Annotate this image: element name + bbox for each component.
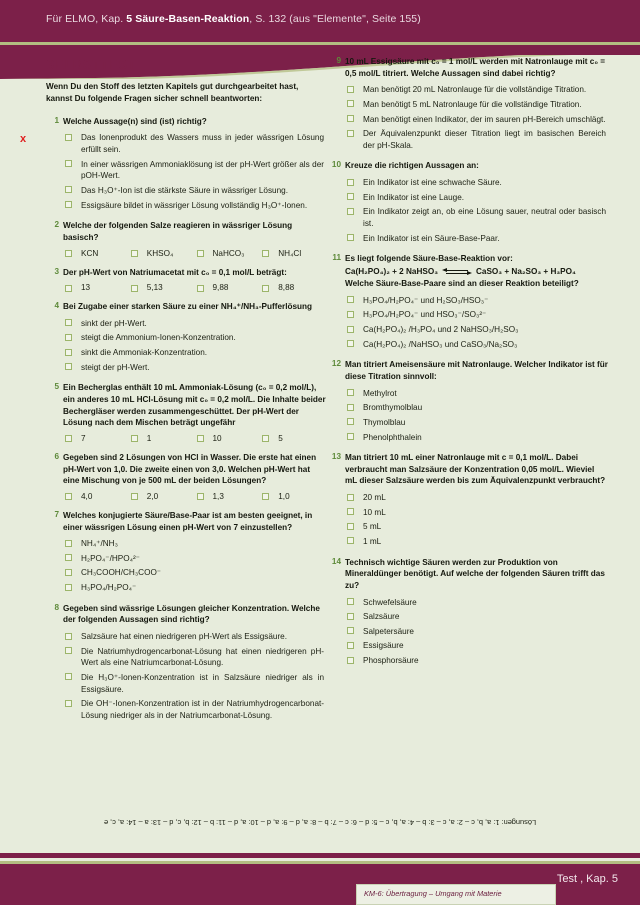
- question-number: 2: [54, 220, 59, 230]
- question-item: [328, 557, 608, 667]
- answer-option[interactable]: [260, 283, 326, 292]
- question-text: Welche der folgenden Salze reagieren in wässriger Lösung basisch?: [63, 221, 293, 242]
- checkbox-icon[interactable]: [347, 234, 354, 241]
- equation-reactants: Ca(H₂PO₄)₂ + 2 NaHSO₃: [345, 266, 438, 276]
- reaction-equation: [345, 265, 608, 278]
- answer-option-label: Ein Indikator zeigt an, ob eine Lösung sauer, neutral oder basisch ist.: [363, 207, 606, 229]
- answer-option[interactable]: [63, 200, 326, 212]
- checkbox-icon[interactable]: [65, 435, 72, 442]
- answer-option[interactable]: [345, 507, 608, 519]
- answer-option-label: 5: [278, 433, 283, 443]
- checkbox-icon[interactable]: [347, 433, 354, 440]
- answer-option[interactable]: [345, 99, 608, 111]
- answer-option-label: Salzsäure: [363, 612, 400, 622]
- answer-option-label: Ein Indikator ist eine schwache Säure.: [363, 178, 502, 188]
- question-item: [46, 301, 326, 373]
- answer-option-label: sinkt der pH-Wert.: [81, 318, 147, 328]
- checkbox-icon[interactable]: [347, 508, 354, 515]
- question-number: 10: [331, 160, 341, 170]
- question-text: Ein Becherglas enthält 10 mL Ammoniak-Lösung (c₀ = 0,2 mol/L), ein anderes 10 mL HCl-Lösung mit c₀ = 0,2 mol/L. Die Inhalte beider Bechergläser werden zusammengeschüttet. Der pH-Wert der Lösung nach dem Mischen beträgt ungefähr: [63, 383, 326, 428]
- answer-option-list: [63, 318, 326, 374]
- answer-option[interactable]: [63, 567, 326, 579]
- answer-option[interactable]: [345, 233, 608, 245]
- answer-option[interactable]: [345, 192, 608, 204]
- header-lower-band: [0, 45, 640, 55]
- answer-option-label: Ca(H₂PO₄)₂ /NaHSO₃ und CaSO₃/Na₂SO₃: [363, 339, 518, 349]
- checkbox-icon[interactable]: [347, 100, 354, 107]
- checkbox-icon[interactable]: [347, 404, 354, 411]
- answer-option-label: Schwefelsäure: [363, 597, 417, 607]
- answer-option[interactable]: [129, 283, 195, 292]
- answer-option[interactable]: [345, 611, 608, 623]
- answer-option-label: 1,0: [278, 491, 290, 501]
- answer-option[interactable]: [63, 553, 326, 565]
- answer-option-label: Methylrot: [363, 388, 397, 398]
- checkbox-icon[interactable]: [65, 186, 72, 193]
- answer-option-label: Ca(H₂PO₄)₂ /H₃PO₄ und 2 NaHSO₃/H₂SO₃: [363, 325, 519, 335]
- answer-option-label: H₃PO₄/H₂PO₄⁻: [81, 583, 137, 593]
- answer-option[interactable]: [63, 159, 326, 182]
- question-number: 5: [54, 382, 59, 392]
- answer-option[interactable]: [63, 672, 326, 695]
- answer-option-label: 8,88: [278, 283, 295, 293]
- page-header: [0, 0, 640, 42]
- answer-option-label: Phenolphthalein: [363, 432, 422, 442]
- checkbox-icon[interactable]: [347, 523, 354, 530]
- answer-option[interactable]: [345, 417, 608, 429]
- checkbox-icon[interactable]: [65, 201, 72, 208]
- answer-option-label: 2,0: [146, 491, 159, 501]
- answer-option-label: Die OH⁻-Ionen-Konzentration ist in der Natriumhydrogencarbonat-Lösung niedriger als in der Natriumcarbonat-Lösung.: [81, 699, 324, 720]
- checkbox-icon[interactable]: [65, 584, 72, 591]
- answer-option-label: sinkt die Ammoniak-Konzentration.: [81, 348, 208, 358]
- question-item: [46, 603, 326, 722]
- answer-option-label: Das Ionenprodukt des Wassers muss in jeder wässrigen Lösung erfüllt sein.: [81, 133, 324, 155]
- answer-option-label: Die H₃O⁺-Ionen-Konzentration ist in Salzsäure niedriger als in Essigsäure.: [81, 672, 324, 694]
- checkbox-icon[interactable]: [347, 340, 354, 347]
- equilibrium-arrow-icon: [442, 268, 472, 275]
- answer-option[interactable]: [63, 283, 129, 292]
- answer-option-row: [63, 434, 326, 443]
- question-item: [46, 267, 326, 293]
- page-title: SELBSTTEST: [46, 58, 137, 72]
- checkbox-icon[interactable]: [65, 319, 72, 326]
- answer-option-list: [345, 492, 608, 548]
- answer-option-label: KHSO₄: [146, 248, 174, 258]
- answer-option[interactable]: [63, 582, 326, 594]
- answer-option-label: NH₄⁺/NH₃: [81, 539, 118, 549]
- answer-option-label: Der Äquivalenzpunkt dieser Titration liegt im basischen Bereich der pH-Skala.: [363, 129, 606, 150]
- header-title-chapter: 5 Säure-Basen-Reaktion: [126, 13, 250, 25]
- right-question-list: [328, 56, 608, 667]
- question-text-secondary: Welche Säure-Base-Paare sind an dieser Reaktion beteiligt?: [345, 279, 579, 289]
- answer-option[interactable]: [63, 646, 326, 669]
- checkbox-icon[interactable]: [65, 647, 72, 654]
- checkbox-icon[interactable]: [65, 349, 72, 356]
- answer-option-label: KCN: [81, 248, 99, 258]
- question-text: Man titriert Ameisensäure mit Natronlauge. Welcher Indikator ist für diese Titration sinnvoll:: [345, 360, 608, 381]
- answer-option-list: [345, 177, 608, 244]
- answer-option-list: [345, 597, 608, 667]
- question-text: Kreuze die richtigen Aussagen an:: [345, 161, 479, 171]
- checkbox-icon[interactable]: [262, 285, 269, 292]
- answer-option-label: Ein Indikator ist ein Säure-Base-Paar.: [363, 233, 500, 243]
- question-item: [328, 160, 608, 244]
- question-text: Man titriert 10 mL einer Natronlauge mit c = 0,1 mol/L. Dabei verbraucht man Salzsäure der Konzentration 0,05 mol/L. Wieviel mL dieser Salzsäure werden bis zum Äquivalenzpunkt verbraucht?: [345, 453, 606, 486]
- footer-label: Test , Kap. 5: [556, 873, 618, 885]
- question-item: [46, 382, 326, 443]
- checkbox-icon[interactable]: [347, 296, 354, 303]
- checkbox-icon[interactable]: [197, 250, 204, 257]
- answer-option-row: [63, 492, 326, 501]
- answer-option-label: steigt der pH-Wert.: [81, 362, 150, 372]
- answer-option[interactable]: [345, 177, 608, 189]
- answer-option-label: 10: [212, 433, 222, 443]
- answer-option[interactable]: [195, 249, 261, 258]
- answer-option[interactable]: [345, 521, 608, 533]
- footer-info-box-text: KM-6: Übertragung – Umgang mit Materie: [364, 889, 502, 898]
- checkbox-icon[interactable]: [347, 598, 354, 605]
- checkbox-icon[interactable]: [65, 334, 72, 341]
- answer-option-label: Bromthymolblau: [363, 403, 423, 413]
- checkbox-icon[interactable]: [347, 311, 354, 318]
- answer-option-row: [63, 283, 326, 292]
- checkbox-icon[interactable]: [65, 540, 72, 547]
- answer-option[interactable]: [345, 309, 608, 321]
- question-text: Welche Aussage(n) sind (ist) richtig?: [63, 116, 207, 126]
- answer-option[interactable]: [260, 249, 326, 258]
- answer-option[interactable]: [345, 295, 608, 307]
- question-number: 12: [331, 359, 341, 369]
- checkbox-icon[interactable]: [347, 627, 354, 634]
- answer-option[interactable]: [260, 434, 326, 443]
- question-number: 9: [336, 56, 341, 65]
- answer-option[interactable]: [345, 206, 608, 229]
- answer-option[interactable]: [345, 597, 608, 609]
- question-item: [46, 510, 326, 594]
- question-number: 7: [54, 509, 59, 519]
- answer-option[interactable]: [63, 347, 326, 359]
- answer-option-label: Thymolblau: [363, 417, 406, 427]
- question-item: [328, 359, 608, 443]
- checkbox-icon[interactable]: [131, 250, 138, 257]
- question-item: [46, 116, 326, 211]
- answer-option[interactable]: [345, 324, 608, 336]
- checkbox-icon[interactable]: [65, 134, 72, 141]
- answer-option[interactable]: [345, 339, 608, 351]
- answer-option[interactable]: [345, 128, 608, 151]
- question-number: 1: [54, 115, 59, 125]
- answer-option[interactable]: [345, 655, 608, 667]
- answer-option-label: Die Natriumhydrogencarbonat-Lösung hat einen niedrigeren pH-Wert als eine Natriumcarbonat-Lösung.: [81, 646, 324, 668]
- answer-option-list: [345, 388, 608, 444]
- answer-option[interactable]: [129, 492, 195, 501]
- answer-option[interactable]: [345, 626, 608, 638]
- answer-option-label: 13: [81, 283, 91, 293]
- answer-option[interactable]: [129, 434, 195, 443]
- checkbox-icon[interactable]: [262, 493, 269, 500]
- question-text: Gegeben sind 2 Lösungen von HCl in Wasser. Die erste hat einen pH-Wert von 1,0. Die zweite einen von 3,0. Welchen pH-Wert hat eine Mischung von je 500 mL der beiden Lösungen?: [63, 452, 317, 486]
- answer-option-label: 5,13: [146, 283, 163, 293]
- question-text: Welches konjugierte Säure/Base-Paar ist am besten geeignet, in einer wässrigen Lösung einen pH-Wert von 7 einzustellen?: [63, 510, 313, 532]
- checkbox-icon[interactable]: [65, 160, 72, 167]
- answer-option-list: [63, 132, 326, 211]
- checkbox-icon[interactable]: [197, 285, 204, 292]
- question-text: Der pH-Wert von Natriumacetat mit c₀ = 0,1 mol/L beträgt:: [63, 267, 287, 277]
- checkbox-icon[interactable]: [197, 435, 204, 442]
- question-text: 10 mL Essigsäure mit c₀ = 1 mol/L werden mit Natronlauge mit c₀ = 0,5 mol/L titriert. Welche Aussagen sind dabei richtig?: [345, 57, 606, 78]
- checkbox-icon[interactable]: [347, 130, 354, 137]
- checkbox-icon[interactable]: [347, 115, 354, 122]
- answer-option-label: Salpetersäure: [363, 626, 414, 636]
- answer-option-label: 5 mL: [363, 522, 382, 532]
- answer-option[interactable]: [63, 318, 326, 330]
- checkbox-icon[interactable]: [347, 389, 354, 396]
- answer-option[interactable]: [63, 631, 326, 643]
- answer-option-label: Das H₃O⁺-Ion ist die stärkste Säure in wässriger Lösung.: [81, 185, 288, 195]
- answer-option-label: H₃PO₄/H₂PO₄⁻ und H₂SO₃/HSO₃⁻: [363, 295, 489, 305]
- answer-option-label: 1: [146, 433, 152, 443]
- checkbox-icon[interactable]: [347, 208, 354, 215]
- answer-option[interactable]: [63, 249, 129, 258]
- answer-option-label: Man benötigt einen Indikator, der im sauren pH-Bereich umschlägt.: [363, 114, 606, 124]
- answer-option-label: Salzsäure hat einen niedrigeren pH-Wert als Essigsäure.: [81, 632, 288, 641]
- checkbox-icon[interactable]: [65, 285, 72, 292]
- question-number: 14: [331, 556, 341, 566]
- question-text: Es liegt folgende Säure-Base-Reaktion vor:: [345, 254, 513, 264]
- answer-option-label: Essigsäure bildet in wässriger Lösung vollständig H₃O⁺-Ionen.: [81, 200, 308, 210]
- answer-option[interactable]: [195, 492, 261, 501]
- answer-option[interactable]: [345, 492, 608, 504]
- answer-option-label: CH₃COOH/CH₃COO⁻: [81, 568, 162, 578]
- answer-option[interactable]: [260, 492, 326, 501]
- answer-option-row: [63, 249, 326, 258]
- answer-option-label: NH₄Cl: [278, 248, 302, 258]
- answer-option-label: 9,88: [212, 283, 229, 293]
- answer-option[interactable]: [345, 84, 608, 96]
- checkbox-icon[interactable]: [347, 326, 354, 333]
- answer-option[interactable]: [345, 640, 608, 652]
- answer-option-label: 20 mL: [363, 493, 386, 503]
- question-number: 13: [331, 452, 341, 462]
- question-text: Gegeben sind wässrige Lösungen gleicher Konzentration. Welche der folgenden Aussagen sind richtig?: [63, 603, 320, 625]
- checkbox-icon[interactable]: [65, 250, 72, 257]
- answer-option[interactable]: [63, 698, 326, 721]
- checkbox-icon[interactable]: [65, 673, 72, 680]
- answer-option[interactable]: [63, 332, 326, 344]
- question-number: 8: [54, 602, 59, 612]
- footer-info-box: [356, 884, 556, 905]
- answer-option-label: 7: [81, 433, 86, 443]
- answer-option[interactable]: [63, 434, 129, 443]
- checkbox-icon[interactable]: [347, 86, 354, 93]
- question-item: [46, 452, 326, 501]
- question-number: 11: [332, 253, 341, 263]
- checkbox-icon[interactable]: [347, 179, 354, 186]
- answer-option[interactable]: [195, 434, 261, 443]
- answer-key: Lösungen: 1: a, b, c – 2: a, c – 3: b – 4: a, b, c – 5: d – 6: c – 7: b – 8: a, d – 9: a, d – 10: a, d – 11: b – 12: b, c, d – 13: a – 14: a, c, e: [103, 818, 537, 827]
- checkbox-icon[interactable]: [65, 633, 72, 640]
- answer-option[interactable]: [345, 114, 608, 126]
- answer-option-list: [63, 538, 326, 594]
- answer-option-label: Man benötigt 20 mL Natronlauge für die vollständige Titration.: [363, 85, 587, 95]
- left-question-list: [46, 116, 326, 722]
- answer-option-label: NaHCO₃: [212, 248, 245, 258]
- answer-option-label: H₃PO₄/H₂PO₄⁻ und HSO₃⁻/SO₃²⁻: [363, 310, 487, 320]
- answer-option-label: Man benötigt 5 mL Natronlauge für die vollständige Titration.: [363, 99, 582, 109]
- checkbox-icon[interactable]: [65, 700, 72, 707]
- checkbox-icon[interactable]: [65, 554, 72, 561]
- checkbox-icon[interactable]: [131, 493, 138, 500]
- header-title-suffix: , S. 132 (aus "Elemente", Seite 155): [249, 13, 421, 25]
- answer-option-label: 10 mL: [363, 507, 386, 517]
- answer-option-label: H₂PO₄⁻/HPO₄²⁻: [81, 553, 140, 563]
- question-item: [328, 253, 608, 350]
- question-text: Technisch wichtige Säuren werden zur Produktion von Mineraldünger benötigt. Auf welche der folgenden Säuren trifft das zu?: [345, 557, 605, 590]
- checkbox-icon[interactable]: [347, 642, 354, 649]
- answer-option-label: 4,0: [81, 491, 93, 501]
- question-number: 6: [54, 451, 59, 461]
- equation-products: CaSO₃ + Na₂SO₃ + H₃PO₄: [476, 266, 576, 276]
- checkbox-icon[interactable]: [65, 363, 72, 370]
- left-column: [46, 56, 326, 730]
- checkbox-icon[interactable]: [131, 285, 138, 292]
- content-area: [0, 56, 640, 796]
- question-number: 3: [54, 266, 59, 276]
- answer-option-list: [345, 295, 608, 351]
- answer-option-label: In einer wässrigen Ammoniaklösung ist der pH-Wert größer als der pOH-Wert.: [81, 159, 324, 181]
- question-text: Bei Zugabe einer starken Säure zu einer NH₄⁺/NH₃-Pufferlösung: [63, 302, 313, 312]
- answer-option[interactable]: [63, 132, 326, 155]
- answer-option[interactable]: [63, 538, 326, 550]
- checkbox-icon[interactable]: [262, 250, 269, 257]
- checkbox-icon[interactable]: [347, 657, 354, 664]
- checkbox-icon[interactable]: [262, 435, 269, 442]
- checkbox-icon[interactable]: [197, 493, 204, 500]
- header-title-prefix: Für ELMO, Kap.: [46, 13, 127, 25]
- intro-text: Wenn Du den Stoff des letzten Kapitels gut durchgearbeitet hast, kannst Du folgende Fragen sicher schnell beantworten:: [46, 82, 299, 103]
- answer-option-label: Phosphorsäure: [363, 656, 419, 666]
- answer-option-list: [345, 84, 608, 151]
- answer-option-label: steigt die Ammonium-Ionen-Konzentration.: [81, 333, 236, 343]
- answer-option-label: Essigsäure: [363, 641, 404, 651]
- checkbox-icon[interactable]: [347, 193, 354, 200]
- question-item: [328, 56, 608, 151]
- answer-option[interactable]: [345, 402, 608, 414]
- checkbox-icon[interactable]: [131, 435, 138, 442]
- margin-mark-x: x: [20, 133, 27, 145]
- right-column: [328, 56, 608, 676]
- answer-option[interactable]: [345, 388, 608, 400]
- checkbox-icon[interactable]: [347, 494, 354, 501]
- footer-top-rule: [0, 853, 640, 858]
- answer-option[interactable]: [345, 432, 608, 444]
- answer-option[interactable]: [63, 492, 129, 501]
- checkbox-icon[interactable]: [347, 418, 354, 425]
- checkbox-icon[interactable]: [347, 613, 354, 620]
- question-number: 4: [54, 301, 59, 311]
- answer-option[interactable]: [63, 362, 326, 374]
- answer-option-label: Ein Indikator ist eine Lauge.: [363, 192, 465, 202]
- checkbox-icon[interactable]: [347, 537, 354, 544]
- answer-option[interactable]: [345, 536, 608, 548]
- header-title: [46, 13, 421, 25]
- answer-option-label: 1,3: [212, 491, 224, 501]
- checkbox-icon[interactable]: [65, 569, 72, 576]
- answer-option-label: 1 mL: [363, 536, 382, 546]
- question-item: [46, 220, 326, 257]
- answer-option[interactable]: [63, 185, 326, 197]
- answer-option[interactable]: [195, 283, 261, 292]
- answer-option[interactable]: [129, 249, 195, 258]
- checkbox-icon[interactable]: [65, 493, 72, 500]
- question-item: [328, 452, 608, 547]
- answer-option-list: [63, 631, 326, 721]
